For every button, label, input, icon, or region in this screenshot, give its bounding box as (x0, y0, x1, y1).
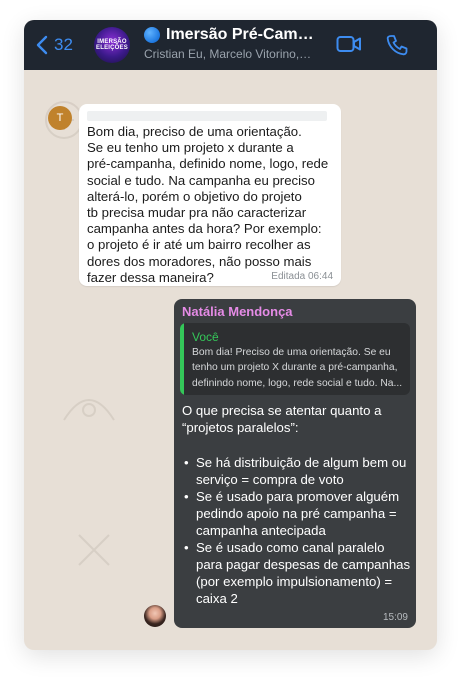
sender-name-redacted (87, 111, 327, 121)
back-button[interactable] (36, 34, 73, 56)
group-avatar[interactable] (94, 27, 130, 63)
reply-sender-avatar[interactable] (144, 605, 166, 627)
message-text: Bom dia, preciso de uma orientação. Se eu tenho um projeto x durante a pré-campanha, definido nome, logo, rede social e tudo. Na campanha eu preciso alterá-lo, porém o objetivo do projeto tb precisa mudar pra não caracterizar campanha antes da hora? Por exemplo: o projeto é ir até um bairro recolher as dores dos moradores, não posso mais fazer dessa maneira? (87, 124, 329, 285)
list-item: • Se é usado como canal paralelo para pagar despesas de campanhas (por exemplo impulsionamento) = caixa 2 (182, 539, 414, 607)
chat-window (24, 20, 437, 650)
chevron-left-icon (36, 35, 48, 55)
chat-header (24, 20, 437, 70)
message-edited-time: Editada 06:44 (271, 271, 333, 282)
doodle-pattern-icon (64, 520, 124, 580)
quote-text: Bom dia! Preciso de uma orientação. Se eu tenho um projeto X durante a pré-campanha, definindo nome, logo, rede social e tudo. Na... (192, 347, 403, 389)
voice-call-button[interactable] (386, 34, 408, 61)
sender-avatar-initial: T (56, 112, 64, 124)
video-call-button[interactable] (336, 34, 362, 59)
quote-accent-bar (180, 323, 184, 395)
quote-author: Você (192, 330, 219, 344)
doodle-pattern-icon (54, 370, 124, 440)
chat-title-area[interactable] (144, 26, 324, 61)
group-avatar-logo-text: IMERSÃO ELEIÇÕES (96, 38, 128, 51)
reply-intro-text: O que precisa se atentar quanto a “projetos paralelos”: (182, 403, 382, 435)
quoted-message[interactable] (180, 323, 410, 395)
reply-message[interactable] (174, 299, 416, 628)
unread-count: 32 (54, 35, 73, 54)
sender-avatar[interactable] (48, 106, 72, 130)
globe-icon (144, 27, 160, 43)
list-item: • Se é usado para promover alguém pedindo apoio na pré campanha = campanha antecipada (182, 488, 414, 539)
message-time: 15:09 (382, 612, 408, 623)
list-item: • Se há distribuição de algum bem ou serviço = compra de voto (182, 454, 414, 488)
phone-icon (386, 34, 408, 56)
video-camera-icon (336, 34, 362, 54)
chat-title: Imersão Pré-Cam… (166, 26, 314, 43)
reply-bullet-list (182, 454, 414, 607)
reply-sender-name: Natália Mendonça (182, 304, 293, 319)
chat-participants: Cristian Eu, Marcelo Vitorino,… (144, 47, 312, 61)
incoming-message[interactable] (79, 104, 341, 286)
